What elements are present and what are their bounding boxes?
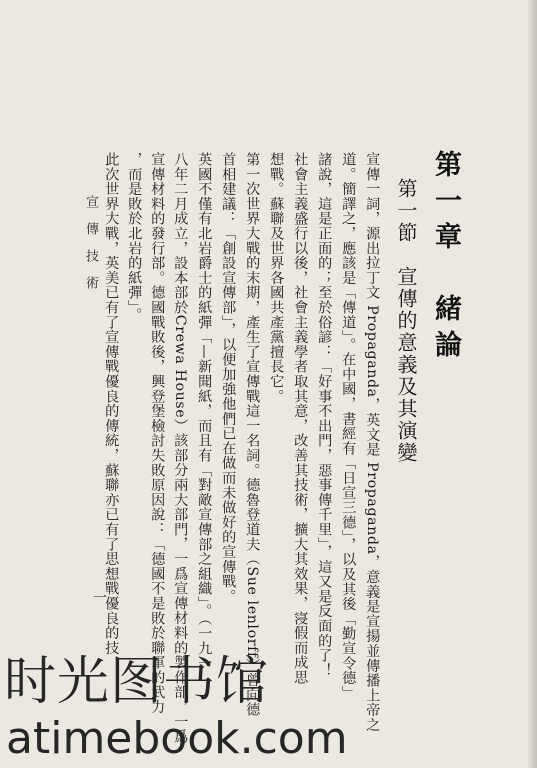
running-head: 宣傳技術 bbox=[83, 195, 98, 303]
body-column: 英國不僅有北岩爵士的紙彈「—新聞紙，而且有「對敵宣傳部之組織」。（一九一 bbox=[196, 152, 213, 671]
body-column: 道。簡譯之，應該是「傳道」。在中國，書經有「日宣三德」，以及其後「勤宣令德」 bbox=[340, 152, 357, 701]
chapter-title: 第一章 緒論 bbox=[430, 150, 461, 366]
body-column: 想戰。蘇聯及世界各國共產黨擅長它。 bbox=[268, 152, 285, 404]
body-column: 此次世界大戰，英美已有了宣傳戰優良的傳統，蘇聯亦已有了思想戰優良的技 bbox=[103, 152, 120, 656]
section-title: 第一節 宣傳的意義及其演變 bbox=[394, 178, 418, 464]
watermark-url: atimebook.com bbox=[6, 713, 348, 764]
body-column: 第一次世界大戰的末期，產生了宣傳戰這一名詞。德魯登道夫（Sue lenlorff）曾向德 bbox=[244, 152, 261, 717]
body-column: 首相建議：「創設宣傳部」，以便加強他們已在做而未做好的宣傳戰。 bbox=[220, 152, 237, 604]
folio-number: 一 bbox=[91, 590, 107, 604]
body-column: 諸說，這是正面的；至於俗諺：「好事不出門，惡事傳千里」，這又是反面的了！ bbox=[316, 152, 333, 678]
body-column: 宣傳材料的發行部。德國戰敗後，興登堡檢討失敗原因說：「德國不是敗於聯軍的武力 bbox=[149, 152, 166, 715]
watermark-chinese: 时光图书馆 bbox=[4, 652, 270, 712]
body-column: 宣傳一詞，源出拉丁文 Propaganda，英文是 Propaganda，意義是宣揚並傳播上帝之 bbox=[364, 152, 381, 733]
body-column: ，而是敗於北岩的紙彈」。 bbox=[126, 152, 143, 323]
page-edge-shadow bbox=[527, 0, 537, 768]
body-column: 八年二月成立，設本部於Crewa House）該部分兩大部門，一爲宣傳材料的製作部，一爲 bbox=[172, 152, 189, 744]
body-column: 社會主義盛行以後，社會主義學者取其意，改善其技術，擴大其效果，寖假而成思 bbox=[292, 152, 309, 685]
